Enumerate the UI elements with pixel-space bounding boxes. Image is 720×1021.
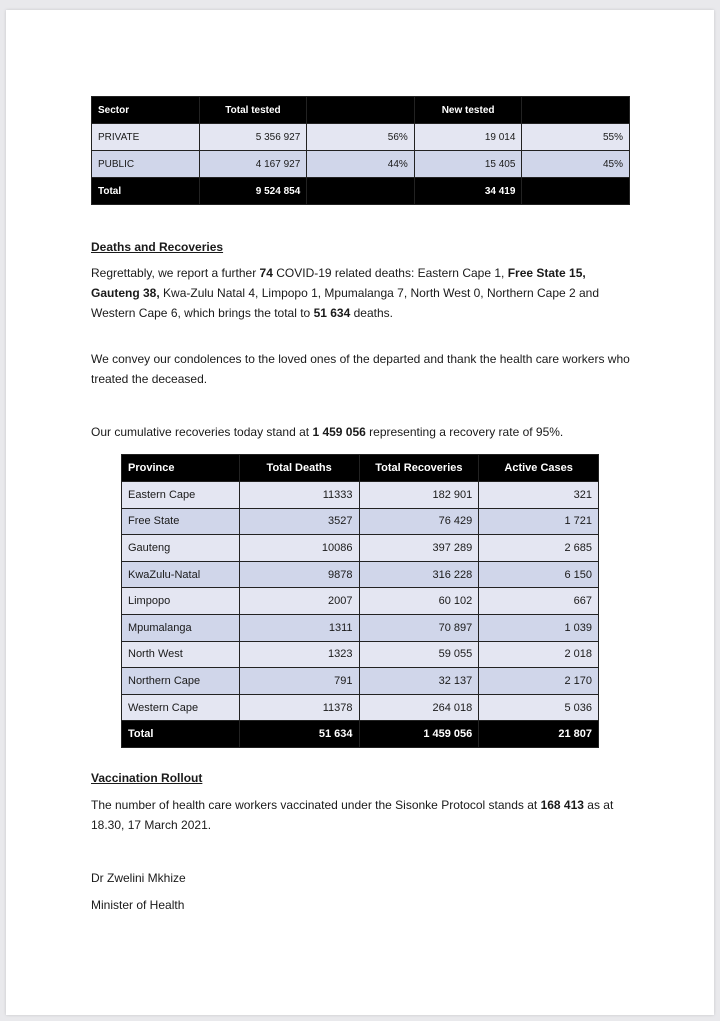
- deaths-count: 74: [259, 266, 273, 280]
- deaths-heading: Deaths and Recoveries: [91, 240, 224, 254]
- recoveries-cell: 182 901: [359, 482, 479, 509]
- deaths-cell: 1323: [239, 641, 359, 668]
- deaths-cell: 1311: [239, 614, 359, 641]
- province-cell: Free State: [122, 508, 240, 535]
- table-row: [122, 535, 599, 562]
- active-cases-cell: 1 039: [479, 614, 599, 641]
- province-table: [121, 454, 599, 748]
- active-cases-cell: 5 036: [479, 694, 599, 721]
- table-total-row: [92, 178, 630, 205]
- new-tested-cell: 19 014: [414, 124, 522, 151]
- table-row: [122, 588, 599, 615]
- header-total-tested: Total tested: [199, 97, 307, 124]
- total-tested-sum-cell: 9 524 854: [199, 178, 307, 205]
- text-span: The number of health care workers vaccinated under the Sisonke Protocol stands at: [91, 798, 541, 812]
- active-cases-cell: 6 150: [479, 561, 599, 588]
- sector-cell: PUBLIC: [92, 151, 200, 178]
- header-total-recoveries: Total Recoveries: [359, 455, 479, 482]
- table-row: [122, 561, 599, 588]
- deaths-cell: 3527: [239, 508, 359, 535]
- deaths-paragraph: [91, 263, 636, 323]
- empty-cell: [522, 178, 630, 205]
- table-header-row: [92, 97, 630, 124]
- province-table-body: [122, 482, 599, 748]
- vaccination-paragraph: [91, 795, 636, 835]
- header-active-cases: Active Cases: [479, 455, 599, 482]
- recoveries-cell: 70 897: [359, 614, 479, 641]
- table-row: [122, 482, 599, 509]
- deaths-cell: 10086: [239, 535, 359, 562]
- table-row: [122, 508, 599, 535]
- header-new-tested: New tested: [414, 97, 522, 124]
- header-blank-1: [307, 97, 415, 124]
- text-span: deaths.: [350, 306, 393, 320]
- text-span: Our cumulative recoveries today stand at: [91, 425, 313, 439]
- recoveries-paragraph: [91, 422, 636, 442]
- testing-table: [91, 96, 630, 205]
- bold-provinces: Free State 15, Gauteng 38,: [91, 266, 586, 300]
- header-sector: Sector: [92, 97, 200, 124]
- total-tested-cell: 4 167 927: [199, 151, 307, 178]
- deaths-cell: 2007: [239, 588, 359, 615]
- recoveries-cell: 316 228: [359, 561, 479, 588]
- new-tested-sum-cell: 34 419: [414, 178, 522, 205]
- recoveries-cell: 397 289: [359, 535, 479, 562]
- document-page: [6, 10, 714, 1015]
- total-deaths-cell: 51 634: [239, 721, 359, 748]
- recoveries-cell: 76 429: [359, 508, 479, 535]
- table-row: [122, 614, 599, 641]
- recoveries-count: 1 459 056: [312, 425, 366, 439]
- empty-cell: [307, 178, 415, 205]
- table-header-row: [122, 455, 599, 482]
- active-cases-cell: 2 170: [479, 668, 599, 695]
- total-label-cell: Total: [122, 721, 240, 748]
- recoveries-cell: 264 018: [359, 694, 479, 721]
- province-cell: North West: [122, 641, 240, 668]
- recoveries-cell: 32 137: [359, 668, 479, 695]
- new-pct-cell: 45%: [522, 151, 630, 178]
- header-province: Province: [122, 455, 240, 482]
- province-cell: Mpumalanga: [122, 614, 240, 641]
- table-row: [92, 151, 630, 178]
- active-cases-cell: 1 721: [479, 508, 599, 535]
- active-cases-cell: 2 018: [479, 641, 599, 668]
- total-label-cell: Total: [92, 178, 200, 205]
- text-span: as at 18.30, 17 March 2021.: [91, 798, 614, 832]
- header-blank-2: [522, 97, 630, 124]
- total-deaths: 51 634: [313, 306, 351, 320]
- sector-cell: PRIVATE: [92, 124, 200, 151]
- total-tested-cell: 5 356 927: [199, 124, 307, 151]
- recoveries-cell: 59 055: [359, 641, 479, 668]
- text-span: COVID-19 related deaths: Eastern Cape 1,: [272, 266, 508, 280]
- signature-name: Dr Zwelini Mkhize: [91, 871, 186, 885]
- header-total-deaths: Total Deaths: [239, 455, 359, 482]
- vaccination-heading: Vaccination Rollout: [91, 771, 203, 785]
- table-row: [122, 694, 599, 721]
- deaths-cell: 11378: [239, 694, 359, 721]
- total-recoveries-cell: 1 459 056: [359, 721, 479, 748]
- condolences-paragraph: We convey our condolences to the loved ones of the departed and thank the health care workers who treated the deceased.: [91, 352, 630, 386]
- new-tested-cell: 15 405: [414, 151, 522, 178]
- table-total-row: [122, 721, 599, 748]
- province-cell: Western Cape: [122, 694, 240, 721]
- text-span: Kwa-Zulu Natal 4, Limpopo 1, Mpumalanga 7, North West 0, Northern Cape 2 and Western Cape 6, which brings the total to: [91, 286, 600, 320]
- table-row: [122, 668, 599, 695]
- deaths-cell: 791: [239, 668, 359, 695]
- new-pct-cell: 55%: [522, 124, 630, 151]
- recoveries-cell: 60 102: [359, 588, 479, 615]
- total-pct-cell: 56%: [307, 124, 415, 151]
- total-pct-cell: 44%: [307, 151, 415, 178]
- total-active-cell: 21 807: [479, 721, 599, 748]
- province-cell: Northern Cape: [122, 668, 240, 695]
- province-cell: KwaZulu-Natal: [122, 561, 240, 588]
- text-span: Regrettably, we report a further: [91, 266, 260, 280]
- text-span: representing a recovery rate of 95%.: [365, 425, 564, 439]
- active-cases-cell: 2 685: [479, 535, 599, 562]
- active-cases-cell: 667: [479, 588, 599, 615]
- deaths-cell: 11333: [239, 482, 359, 509]
- table-row: [122, 641, 599, 668]
- signature-title: Minister of Health: [91, 898, 185, 912]
- province-cell: Limpopo: [122, 588, 240, 615]
- table-row: [92, 124, 630, 151]
- vaccinated-count: 168 413: [540, 798, 584, 812]
- province-cell: Eastern Cape: [122, 482, 240, 509]
- active-cases-cell: 321: [479, 482, 599, 509]
- province-cell: Gauteng: [122, 535, 240, 562]
- deaths-cell: 9878: [239, 561, 359, 588]
